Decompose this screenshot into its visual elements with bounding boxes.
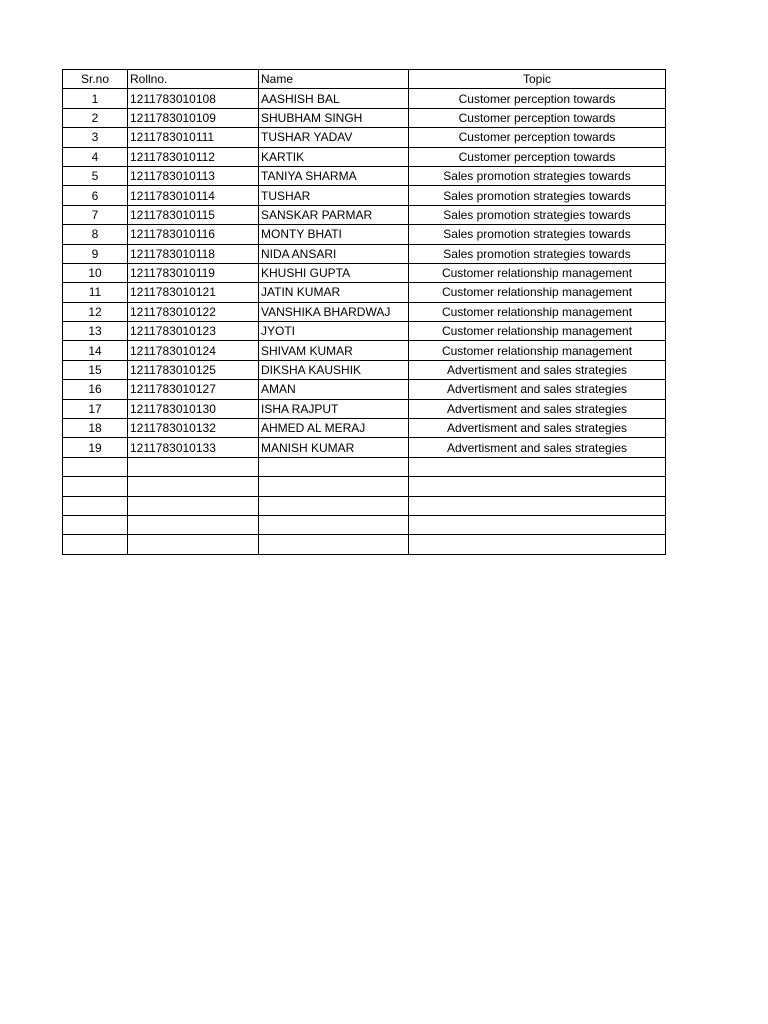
- cell-name: TUSHAR: [259, 186, 409, 205]
- cell-topic: Sales promotion strategies towards: [409, 205, 666, 224]
- cell-rollno: 1211783010127: [128, 380, 259, 399]
- cell-rollno: 1211783010108: [128, 89, 259, 108]
- header-topic: Topic: [409, 70, 666, 89]
- cell-rollno: 1211783010125: [128, 360, 259, 379]
- table-row: [63, 302, 666, 321]
- cell-srno: 11: [63, 283, 128, 302]
- table-row: [63, 225, 666, 244]
- cell-srno: [63, 477, 128, 496]
- cell-name: KHUSHI GUPTA: [259, 263, 409, 282]
- cell-topic: Customer perception towards: [409, 147, 666, 166]
- cell-srno: 9: [63, 244, 128, 263]
- cell-rollno: [128, 457, 259, 476]
- cell-name: [259, 457, 409, 476]
- table-row: [63, 205, 666, 224]
- table-row: [63, 341, 666, 360]
- table-row: [63, 457, 666, 476]
- cell-name: JATIN KUMAR: [259, 283, 409, 302]
- cell-name: SANSKAR PARMAR: [259, 205, 409, 224]
- cell-rollno: 1211783010124: [128, 341, 259, 360]
- cell-rollno: [128, 535, 259, 554]
- cell-name: TUSHAR YADAV: [259, 128, 409, 147]
- cell-topic: Sales promotion strategies towards: [409, 244, 666, 263]
- cell-topic: Advertisment and sales strategies: [409, 360, 666, 379]
- cell-topic: Sales promotion strategies towards: [409, 166, 666, 185]
- table-row: [63, 244, 666, 263]
- cell-name: DIKSHA KAUSHIK: [259, 360, 409, 379]
- cell-name: SHIVAM KUMAR: [259, 341, 409, 360]
- cell-srno: 5: [63, 166, 128, 185]
- cell-topic: [409, 457, 666, 476]
- cell-rollno: 1211783010133: [128, 438, 259, 457]
- cell-srno: 12: [63, 302, 128, 321]
- cell-rollno: 1211783010119: [128, 263, 259, 282]
- cell-name: TANIYA SHARMA: [259, 166, 409, 185]
- cell-topic: [409, 535, 666, 554]
- table-row: [63, 535, 666, 554]
- cell-srno: 16: [63, 380, 128, 399]
- cell-srno: 1: [63, 89, 128, 108]
- cell-srno: 13: [63, 322, 128, 341]
- table-row: [63, 515, 666, 534]
- cell-topic: Customer relationship management: [409, 322, 666, 341]
- cell-rollno: 1211783010113: [128, 166, 259, 185]
- cell-topic: Customer relationship management: [409, 263, 666, 282]
- table-row: [63, 438, 666, 457]
- table-row: [63, 186, 666, 205]
- cell-topic: Customer perception towards: [409, 128, 666, 147]
- table-row: [63, 166, 666, 185]
- cell-srno: [63, 496, 128, 515]
- cell-srno: 3: [63, 128, 128, 147]
- cell-rollno: [128, 515, 259, 534]
- cell-srno: 19: [63, 438, 128, 457]
- cell-srno: [63, 457, 128, 476]
- cell-name: SHUBHAM SINGH: [259, 108, 409, 127]
- cell-srno: 7: [63, 205, 128, 224]
- cell-name: NIDA ANSARI: [259, 244, 409, 263]
- table-row: [63, 380, 666, 399]
- table-body: [63, 89, 666, 554]
- cell-name: KARTIK: [259, 147, 409, 166]
- cell-name: [259, 477, 409, 496]
- cell-rollno: 1211783010121: [128, 283, 259, 302]
- table-row: [63, 419, 666, 438]
- cell-topic: Sales promotion strategies towards: [409, 186, 666, 205]
- cell-rollno: 1211783010112: [128, 147, 259, 166]
- cell-topic: Customer relationship management: [409, 302, 666, 321]
- table-row: [63, 147, 666, 166]
- cell-rollno: 1211783010130: [128, 399, 259, 418]
- cell-rollno: 1211783010114: [128, 186, 259, 205]
- cell-srno: [63, 515, 128, 534]
- cell-rollno: 1211783010122: [128, 302, 259, 321]
- table-row: [63, 263, 666, 282]
- cell-topic: Customer relationship management: [409, 341, 666, 360]
- cell-topic: Advertisment and sales strategies: [409, 419, 666, 438]
- cell-rollno: [128, 496, 259, 515]
- cell-topic: Customer relationship management: [409, 283, 666, 302]
- student-topic-table: [62, 69, 666, 555]
- cell-rollno: 1211783010116: [128, 225, 259, 244]
- cell-srno: 4: [63, 147, 128, 166]
- cell-name: JYOTI: [259, 322, 409, 341]
- cell-name: VANSHIKA BHARDWAJ: [259, 302, 409, 321]
- table-row: [63, 477, 666, 496]
- cell-rollno: 1211783010111: [128, 128, 259, 147]
- table-row: [63, 128, 666, 147]
- cell-rollno: 1211783010115: [128, 205, 259, 224]
- header-name: Name: [259, 70, 409, 89]
- table-row: [63, 283, 666, 302]
- table-row: [63, 108, 666, 127]
- cell-name: [259, 535, 409, 554]
- cell-name: AMAN: [259, 380, 409, 399]
- header-srno: Sr.no: [63, 70, 128, 89]
- cell-topic: Sales promotion strategies towards: [409, 225, 666, 244]
- table-header-row: [63, 70, 666, 89]
- cell-srno: 6: [63, 186, 128, 205]
- table-row: [63, 89, 666, 108]
- cell-name: [259, 496, 409, 515]
- cell-srno: 18: [63, 419, 128, 438]
- cell-topic: Advertisment and sales strategies: [409, 438, 666, 457]
- cell-name: MANISH KUMAR: [259, 438, 409, 457]
- header-rollno: Rollno.: [128, 70, 259, 89]
- cell-rollno: 1211783010123: [128, 322, 259, 341]
- cell-name: [259, 515, 409, 534]
- cell-name: AASHISH BAL: [259, 89, 409, 108]
- table-row: [63, 496, 666, 515]
- cell-topic: [409, 477, 666, 496]
- cell-name: ISHA RAJPUT: [259, 399, 409, 418]
- table-row: [63, 360, 666, 379]
- cell-srno: 8: [63, 225, 128, 244]
- cell-rollno: 1211783010132: [128, 419, 259, 438]
- table-row: [63, 322, 666, 341]
- cell-srno: 17: [63, 399, 128, 418]
- cell-topic: Customer perception towards: [409, 89, 666, 108]
- cell-name: AHMED AL MERAJ: [259, 419, 409, 438]
- cell-srno: 2: [63, 108, 128, 127]
- cell-rollno: 1211783010118: [128, 244, 259, 263]
- table-row: [63, 399, 666, 418]
- cell-topic: Customer perception towards: [409, 108, 666, 127]
- cell-rollno: 1211783010109: [128, 108, 259, 127]
- cell-topic: [409, 515, 666, 534]
- cell-topic: [409, 496, 666, 515]
- cell-srno: 10: [63, 263, 128, 282]
- cell-rollno: [128, 477, 259, 496]
- cell-srno: 15: [63, 360, 128, 379]
- cell-topic: Advertisment and sales strategies: [409, 380, 666, 399]
- cell-srno: 14: [63, 341, 128, 360]
- cell-srno: [63, 535, 128, 554]
- cell-topic: Advertisment and sales strategies: [409, 399, 666, 418]
- cell-name: MONTY BHATI: [259, 225, 409, 244]
